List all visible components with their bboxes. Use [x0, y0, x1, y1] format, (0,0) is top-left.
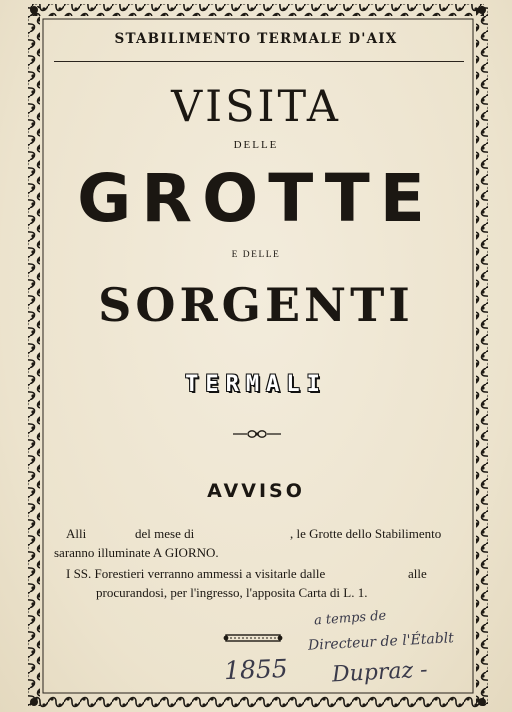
handwritten-note-line1: a temps de — [313, 608, 387, 629]
title-grotte: GROTTE — [77, 160, 435, 237]
connector-e-delle: E DELLE — [231, 250, 281, 260]
notice-line-4: procurandosi, per l'ingresso, l'apposita Carta di L. 1. — [96, 585, 368, 600]
title-visita: VISITA — [171, 82, 341, 132]
ornament-bottom — [222, 632, 284, 644]
connector-delle: DELLE — [233, 139, 279, 151]
notice-line-3a: I SS. Forestieri verranno ammessi a visitarle dalle — [66, 566, 326, 581]
establishment-header: STABILIMENTO TERMALE D'AIX — [114, 31, 398, 47]
notice-line-3b: alle — [408, 566, 427, 581]
ornament-divider — [231, 428, 283, 440]
notice-line-1c: , le Grotte dello Stabilimento — [290, 526, 442, 541]
notice-line-2: saranno illuminate A GIORNO. — [54, 545, 219, 560]
handwritten-note-line2: Directeur de l'Établt — [307, 630, 455, 654]
header-rule — [54, 61, 464, 62]
title-termali: TERMALI — [185, 372, 327, 397]
handwritten-signature: Dupraz - — [331, 657, 429, 688]
title-sorgenti: SORGENTI — [98, 278, 414, 332]
handwritten-year: 1855 — [223, 653, 289, 686]
notice-line-1b: del mese di — [135, 526, 195, 541]
notice-line-1a: Alli — [66, 526, 87, 541]
notice-heading: AVVISO — [207, 480, 305, 502]
